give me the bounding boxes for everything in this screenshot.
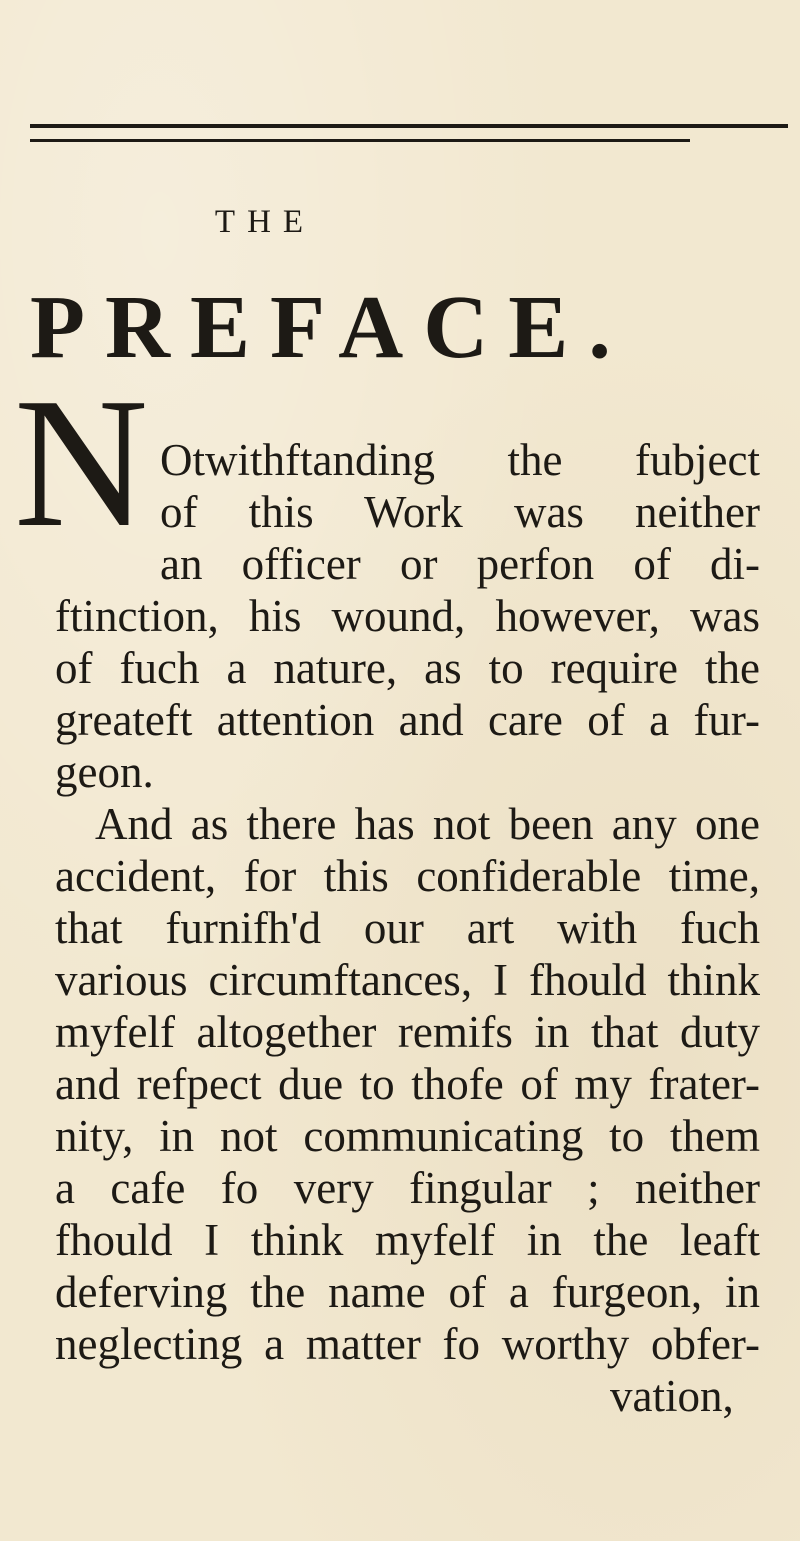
- text-line-15: a cafe fo very fingular ; neither: [55, 1163, 760, 1213]
- text-line-9: accident, for this confiderable time,: [55, 851, 760, 901]
- catchword: vation,: [610, 1371, 734, 1421]
- text-line-3: an officer or perfon of di-: [160, 539, 760, 589]
- text-line-7: geon.: [55, 747, 154, 797]
- text-line-14: nity, in not communicating to them: [55, 1111, 760, 1161]
- top-rule-thick: [30, 124, 788, 128]
- text-line-8: And as there has not been any one: [95, 799, 760, 849]
- text-line-2: of this Work was neither: [160, 487, 760, 537]
- page-title: PREFACE.: [30, 278, 631, 377]
- text-line-4: ftinction, his wound, however, was: [55, 591, 760, 641]
- text-line-1: Otwithftanding the fubject: [160, 435, 760, 485]
- text-line-5: of fuch a nature, as to require the: [55, 643, 760, 693]
- text-line-6: greateft attention and care of a fur-: [55, 695, 760, 745]
- text-line-18: neglecting a matter fo worthy obfer-: [55, 1319, 760, 1369]
- text-line-10: that furnifh'd our art with fuch: [55, 903, 760, 953]
- header-the: THE: [214, 204, 316, 240]
- drop-cap: N: [14, 360, 149, 566]
- text-line-13: and refpect due to thofe of my frater-: [55, 1059, 760, 1109]
- top-rule-thin: [30, 139, 690, 142]
- text-line-16: fhould I think myfelf in the leaft: [55, 1215, 760, 1265]
- text-line-12: myfelf altogether remifs in that duty: [55, 1007, 760, 1057]
- text-line-17: deferving the name of a furgeon, in: [55, 1267, 760, 1317]
- text-line-11: various circumftances, I fhould think: [55, 955, 760, 1005]
